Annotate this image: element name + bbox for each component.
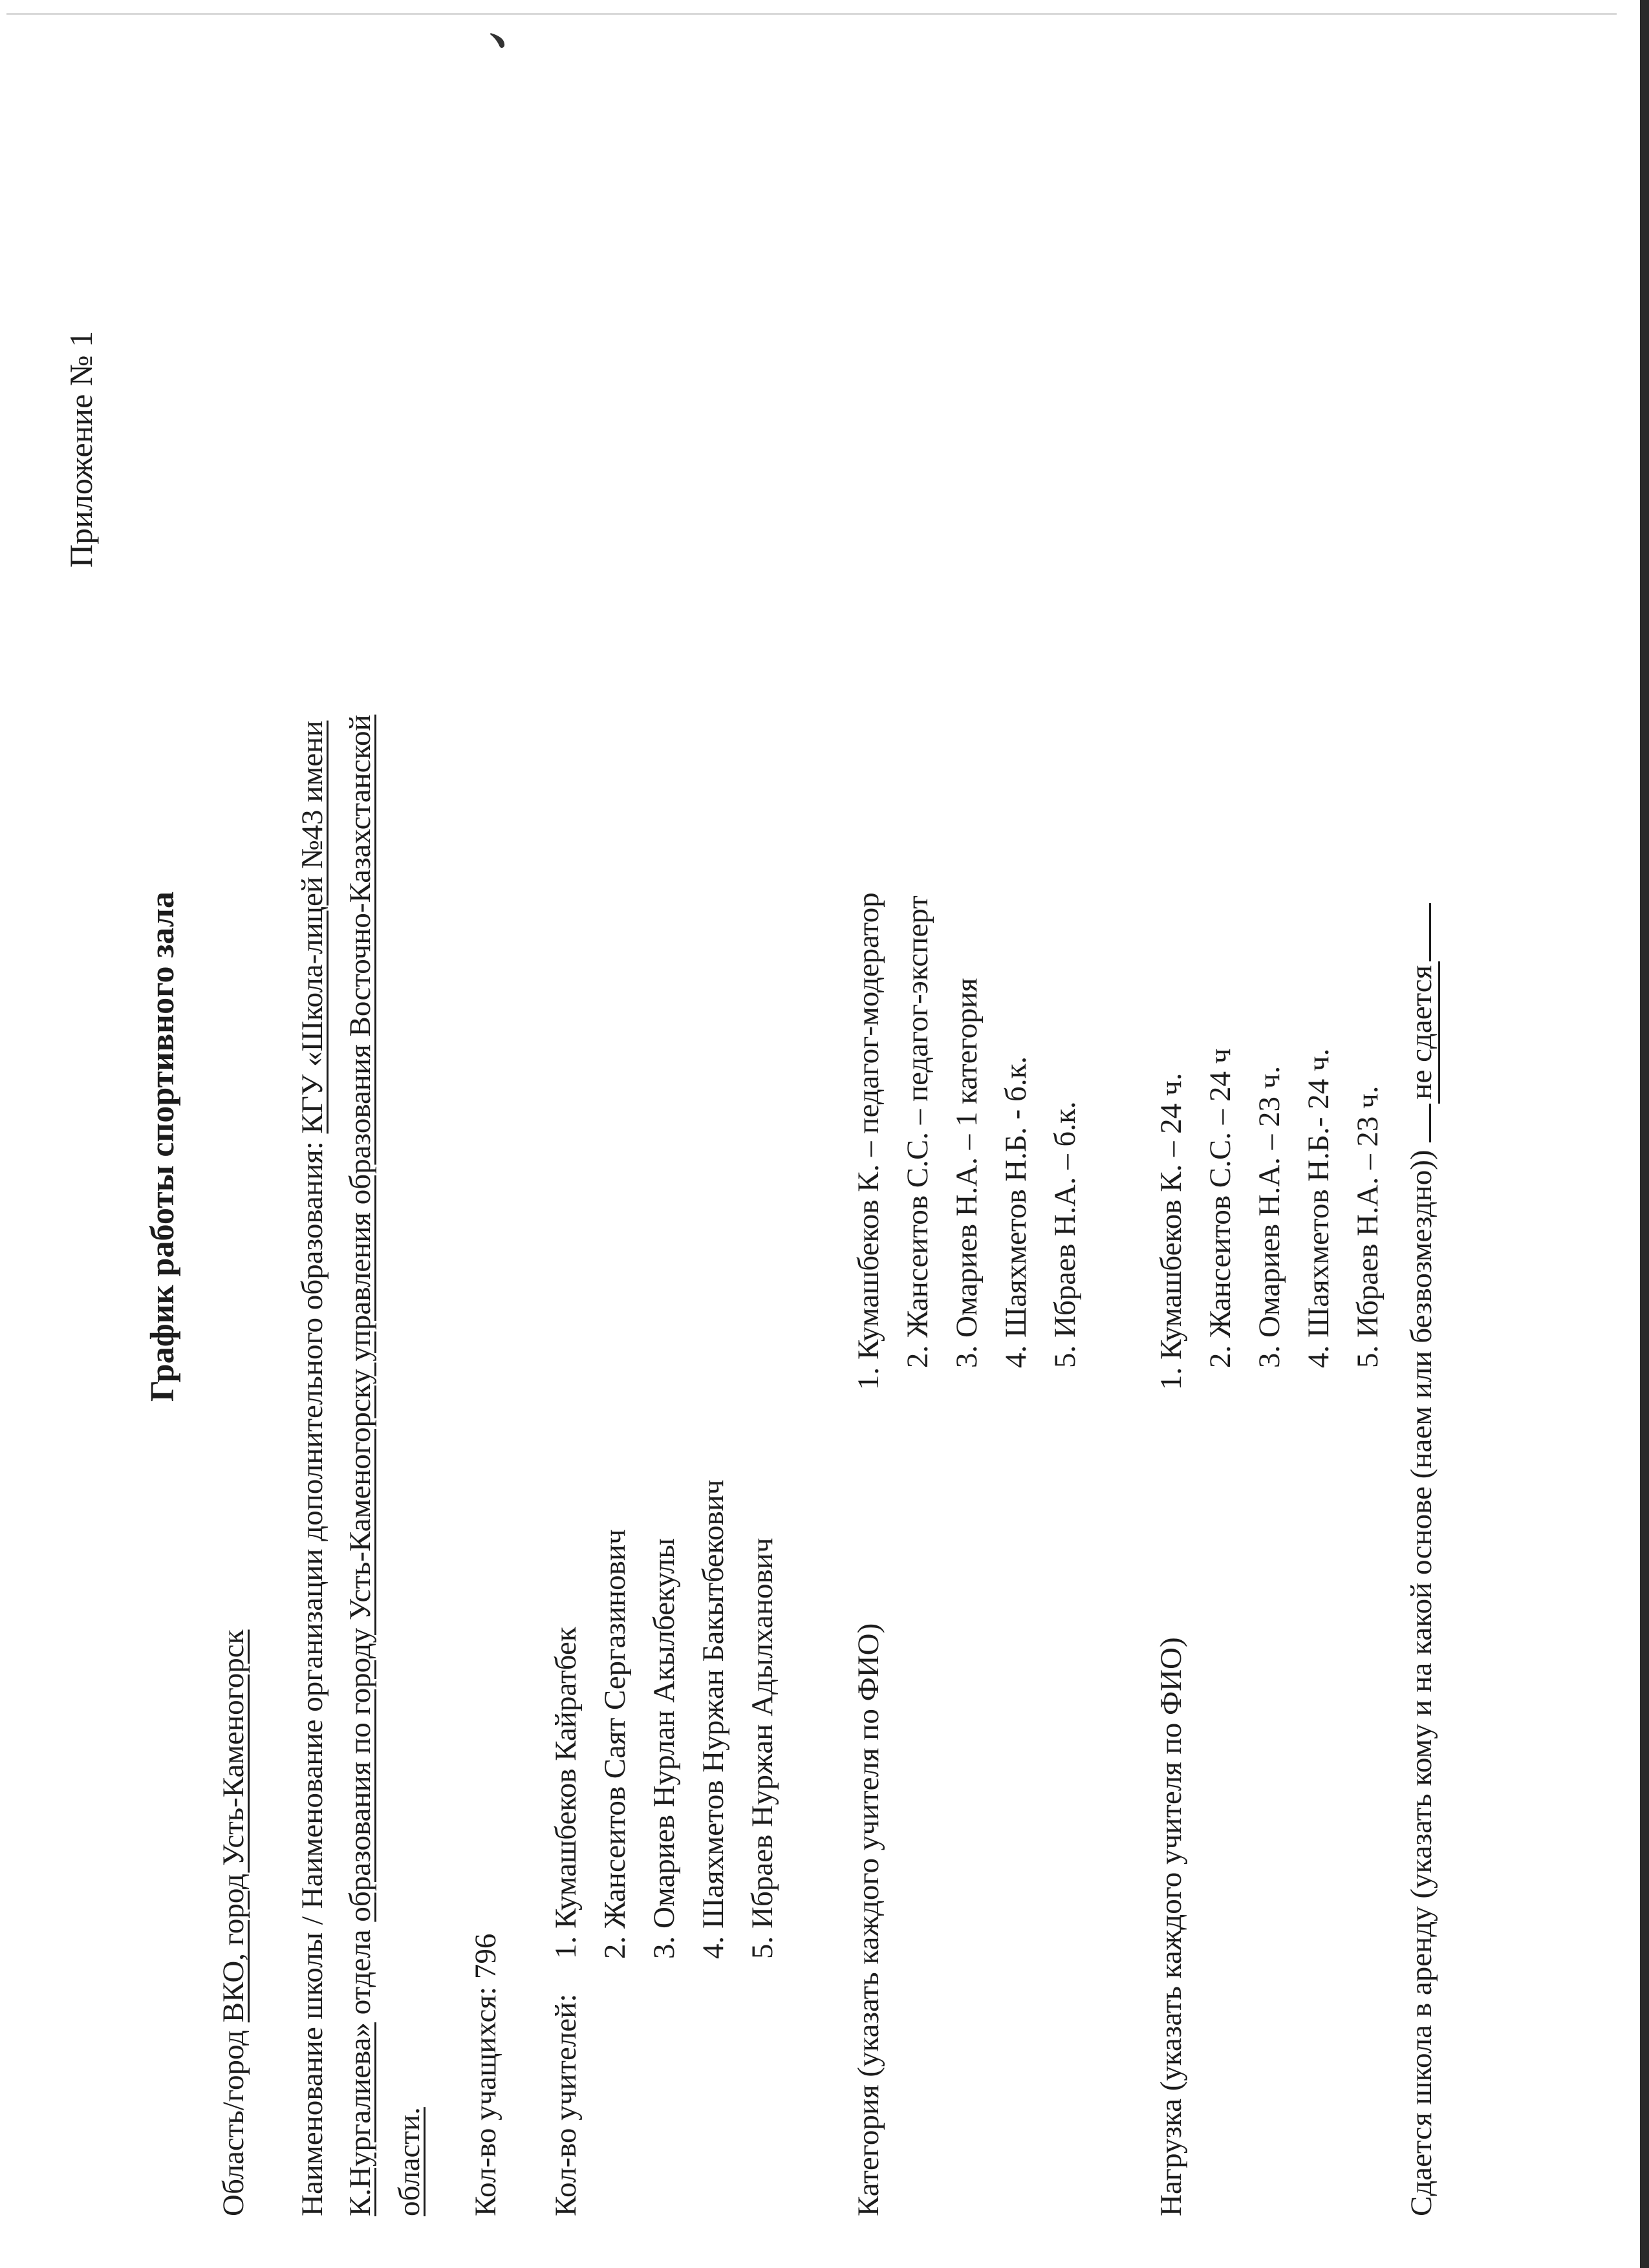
load-item: 4. Шаяхметов Н.Б.- 24 ч. xyxy=(1302,1048,1335,1368)
school-label: Наименование школы / Наименование организации дополнительного образования: xyxy=(296,1141,329,2216)
rent-line xyxy=(1401,903,1437,2216)
load-item: 1. Кумашбеков К. – 24 ч. xyxy=(1154,1073,1188,1390)
teachers-item: 2. Жансеитов Саят Сергазинович xyxy=(598,1529,632,1959)
category-item: 1. Кумашбеков К. – педагог-модератор xyxy=(852,892,885,1390)
document-title: График работы спортивного зала xyxy=(144,892,181,1402)
teachers-label: Кол-во учителей: xyxy=(549,1993,583,2216)
students-count: 796 xyxy=(469,1933,502,1980)
rent-value: не сдается xyxy=(1405,961,1440,1104)
load-label: Нагрузка (указать каждого учителя по ФИО) xyxy=(1154,1637,1188,2216)
school-name-part-4: образования по городу Усть-Каменогорску управления образования Восточно-Казахстанской xyxy=(343,714,377,1922)
category-item: 3. Омариев Н.А. – 1 категория xyxy=(950,978,984,1368)
category-item: 4. Шаяхметов Н.Б. - б.к. xyxy=(999,1056,1033,1368)
category-item: 2. Жансеитов С.С. – педагог-эксперт xyxy=(901,895,934,1368)
region-value: ВКО, город Усть-Каменогорск xyxy=(217,1629,250,2023)
teachers-item: 3. Омариев Нурлан Акылбекулы xyxy=(647,1538,681,1959)
school-line-3 xyxy=(394,2107,425,2216)
school-name-part-1: КГУ «Школа-лицей №43 имени xyxy=(296,720,329,1134)
region-label: Область/город xyxy=(217,2029,250,2216)
rent-label: Сдается школа в аренду (указать кому и на какой основе (наем или безвозмездно)) xyxy=(1405,1150,1438,2216)
teachers-item: 1. Кумашбеков Кайратбек xyxy=(549,1627,583,1959)
category-label: Категория (указать каждого учителя по ФИО) xyxy=(852,1623,885,2216)
school-line-1 xyxy=(297,721,328,2216)
students-label: Кол-во учащихся: xyxy=(469,1986,502,2216)
load-item: 3. Омариев Н.А. – 23 ч. xyxy=(1253,1065,1286,1368)
school-name-part-3: отдела xyxy=(343,1921,377,2022)
school-name-part-5: области. xyxy=(393,2107,426,2216)
load-item: 5. Ибраев Н.А. – 23 ч. xyxy=(1351,1086,1385,1368)
rent-blank-left xyxy=(1401,1104,1431,1142)
pen-mark: ﹅ xyxy=(486,30,508,54)
teachers-item: 4. Шаяхметов Нуржан Бакытбекович xyxy=(696,1479,730,1959)
category-item: 5. Ибраев Н.А. – б.к. xyxy=(1048,1101,1082,1368)
students-line xyxy=(471,1934,501,2216)
school-line-2 xyxy=(345,714,376,2216)
rent-blank-right xyxy=(1401,903,1431,961)
load-item: 2. Жансеитов С.С. – 24 ч xyxy=(1203,1048,1237,1368)
region-line xyxy=(219,1630,249,2216)
teachers-item: 5. Ибраев Нуржан Адылханович xyxy=(746,1537,779,1959)
school-name-part-2: К.Нургалиева» xyxy=(343,2022,377,2216)
appendix-label: Приложение № 1 xyxy=(63,330,99,568)
